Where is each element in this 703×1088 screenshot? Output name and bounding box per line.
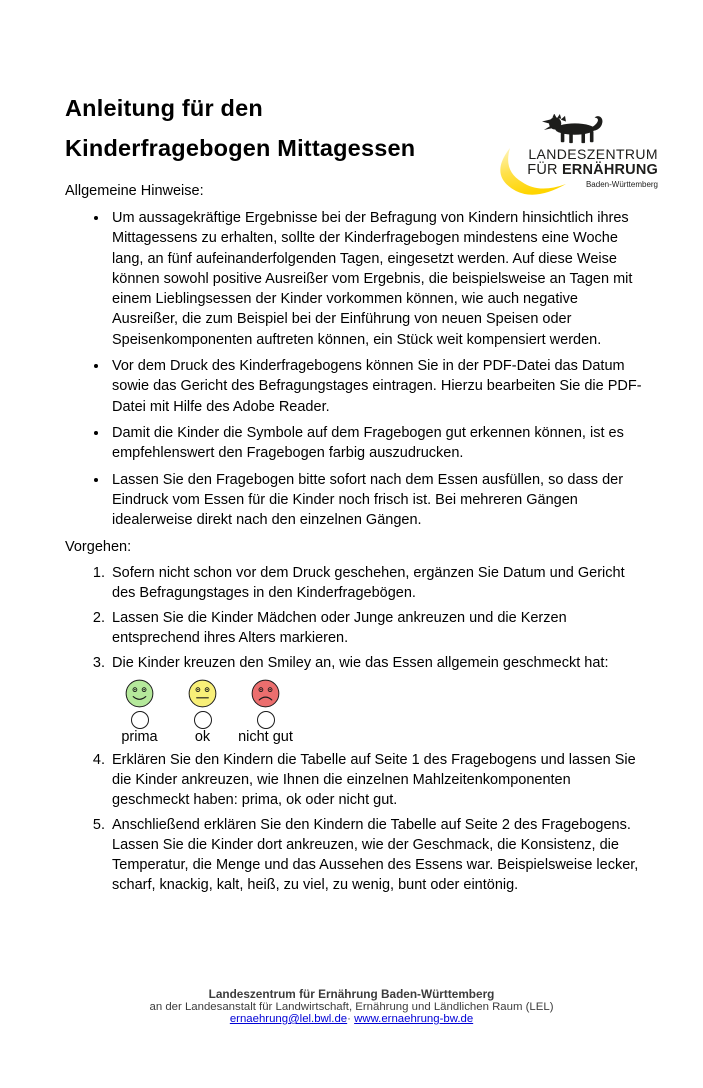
answer-checkbox-nicht-gut[interactable]	[257, 711, 275, 729]
footer-website-link[interactable]: www.ernaehrung-bw.de	[354, 1013, 474, 1025]
footer-org-subtitle: an der Landesanstalt für Landwirtschaft, Ernährung und Ländlichen Raum (LEL)	[149, 1000, 554, 1013]
page-title-line2: Kinderfragebogen Mittagessen	[65, 135, 416, 161]
smiley-option-nicht-gut	[234, 679, 297, 745]
answer-checkbox-prima[interactable]	[131, 711, 149, 729]
logo-org-name-line1: LANDESZENTRUM	[528, 146, 658, 162]
smiley-option-ok	[171, 679, 234, 745]
step-item-1: 1. Sofern nicht schon vor dem Druck geschehen, ergänzen Sie Datum und Gericht des Befragungstages in den Kinderfragebögen.	[109, 563, 647, 603]
neutral-smiley-icon	[188, 679, 217, 708]
hint-item-4: • Lassen Sie den Fragebogen bitte sofort nach dem Essen ausfüllen, so dass der Eindruck vom Essen für die Kinder noch frisch ist. Bei mehreren Gängen idealerweise direkt nach den einzelnen Gängen.	[109, 470, 647, 531]
footer-contact-line	[0, 1013, 703, 1027]
footer-org-name: Landeszentrum für Ernährung Baden-Württemberg	[208, 987, 495, 1001]
general-hints-heading: Allgemeine Hinweise:	[65, 183, 204, 199]
step-item-5: 5. Anschließend erklären Sie den Kindern die Tabelle auf Seite 2 des Fragebogens. Lassen Sie die Kinder dort ankreuzen, wie der Geschmack, die Konsistenz, die Temperatur, die Menge und das Aussehen des Essens war. Beispielsweise lecker, scharf, knackig, kalt, heiß, zu viel, zu wenig, bunt oder eintönig.	[109, 815, 647, 895]
footer	[0, 988, 703, 1027]
logo-org-name-bold: ERNÄHRUNG	[561, 162, 658, 178]
sad-smiley-icon	[251, 679, 280, 708]
procedure-steps-list	[65, 563, 647, 895]
hint-item-2: • Vor dem Druck des Kinderfragebogens können Sie in der PDF-Datei das Datum sowie das Gericht des Befragungstages eintragen. Hierzu bearbeiten Sie die PDF-Datei mit Hilfe des Adobe Reader.	[109, 356, 647, 417]
step-item-3-text: Die Kinder kreuzen den Smiley an, wie das Essen allgemein geschmeckt hat:	[112, 655, 609, 672]
smiley-label-ok: ok	[194, 729, 211, 746]
happy-smiley-icon	[125, 679, 154, 708]
smiley-label-prima: prima	[121, 729, 158, 746]
logo-org-name-line2	[527, 162, 658, 178]
document-content	[0, 88, 703, 895]
procedure-heading: Vorgehen:	[65, 539, 132, 556]
smiley-label-nicht-gut: nicht gut	[238, 729, 293, 746]
smiley-option-prima	[108, 679, 171, 745]
answer-checkbox-ok[interactable]	[194, 711, 212, 729]
step-item-2: 2. Lassen Sie die Kinder Mädchen oder Junge ankreuzen und die Kerzen entsprechend ihres Alters markieren.	[109, 608, 647, 648]
logo-region-label: Baden-Württemberg	[585, 180, 658, 189]
hint-item-3: • Damit die Kinder die Symbole auf dem Fragebogen gut erkennen können, ist es empfehlenswert den Fragebogen farbig auszudrucken.	[109, 423, 647, 464]
lion-icon	[542, 114, 604, 146]
logo-org-name-prefix: FÜR	[527, 162, 562, 178]
document-page	[0, 88, 703, 1025]
step-item-3	[109, 653, 647, 745]
general-hints-list	[65, 208, 647, 530]
footer-separator: ·	[347, 1013, 351, 1025]
hint-item-1: • Um aussagekräftige Ergebnisse bei der Befragung von Kindern hinsichtlich ihres Mittagessens zu erhalten, sollte der Kinderfragebogen mindestens eine Woche lang, an fünf aufeinanderfolgenden Tagen, eingesetzt werden. Auf diese Weise können sowohl positive Ausreißer vom Ergebnis, die beispielsweise an Tagen mit einem Lieblingsessen der Kinder vorkommen können, wie auch negative Ausreißer, die zum Beispiel bei der Einführung von neuen Speisen oder Speisenkomponenten auftreten können, ein Stück weit kompensiert werden.	[109, 208, 647, 350]
smiley-rating-scale	[108, 679, 647, 745]
step-item-4: 4. Erklären Sie den Kindern die Tabelle auf Seite 1 des Fragebogens und lassen Sie die Kinder ankreuzen, wie Ihnen die einzelnen Mahlzeitenkomponenten geschmeckt haben: prima, ok oder nicht gut.	[109, 750, 647, 810]
page-title-line1: Anleitung für den	[65, 95, 263, 121]
footer-email-link[interactable]: ernaehrung@lel.bwl.de	[229, 1013, 348, 1025]
logo	[496, 112, 664, 204]
